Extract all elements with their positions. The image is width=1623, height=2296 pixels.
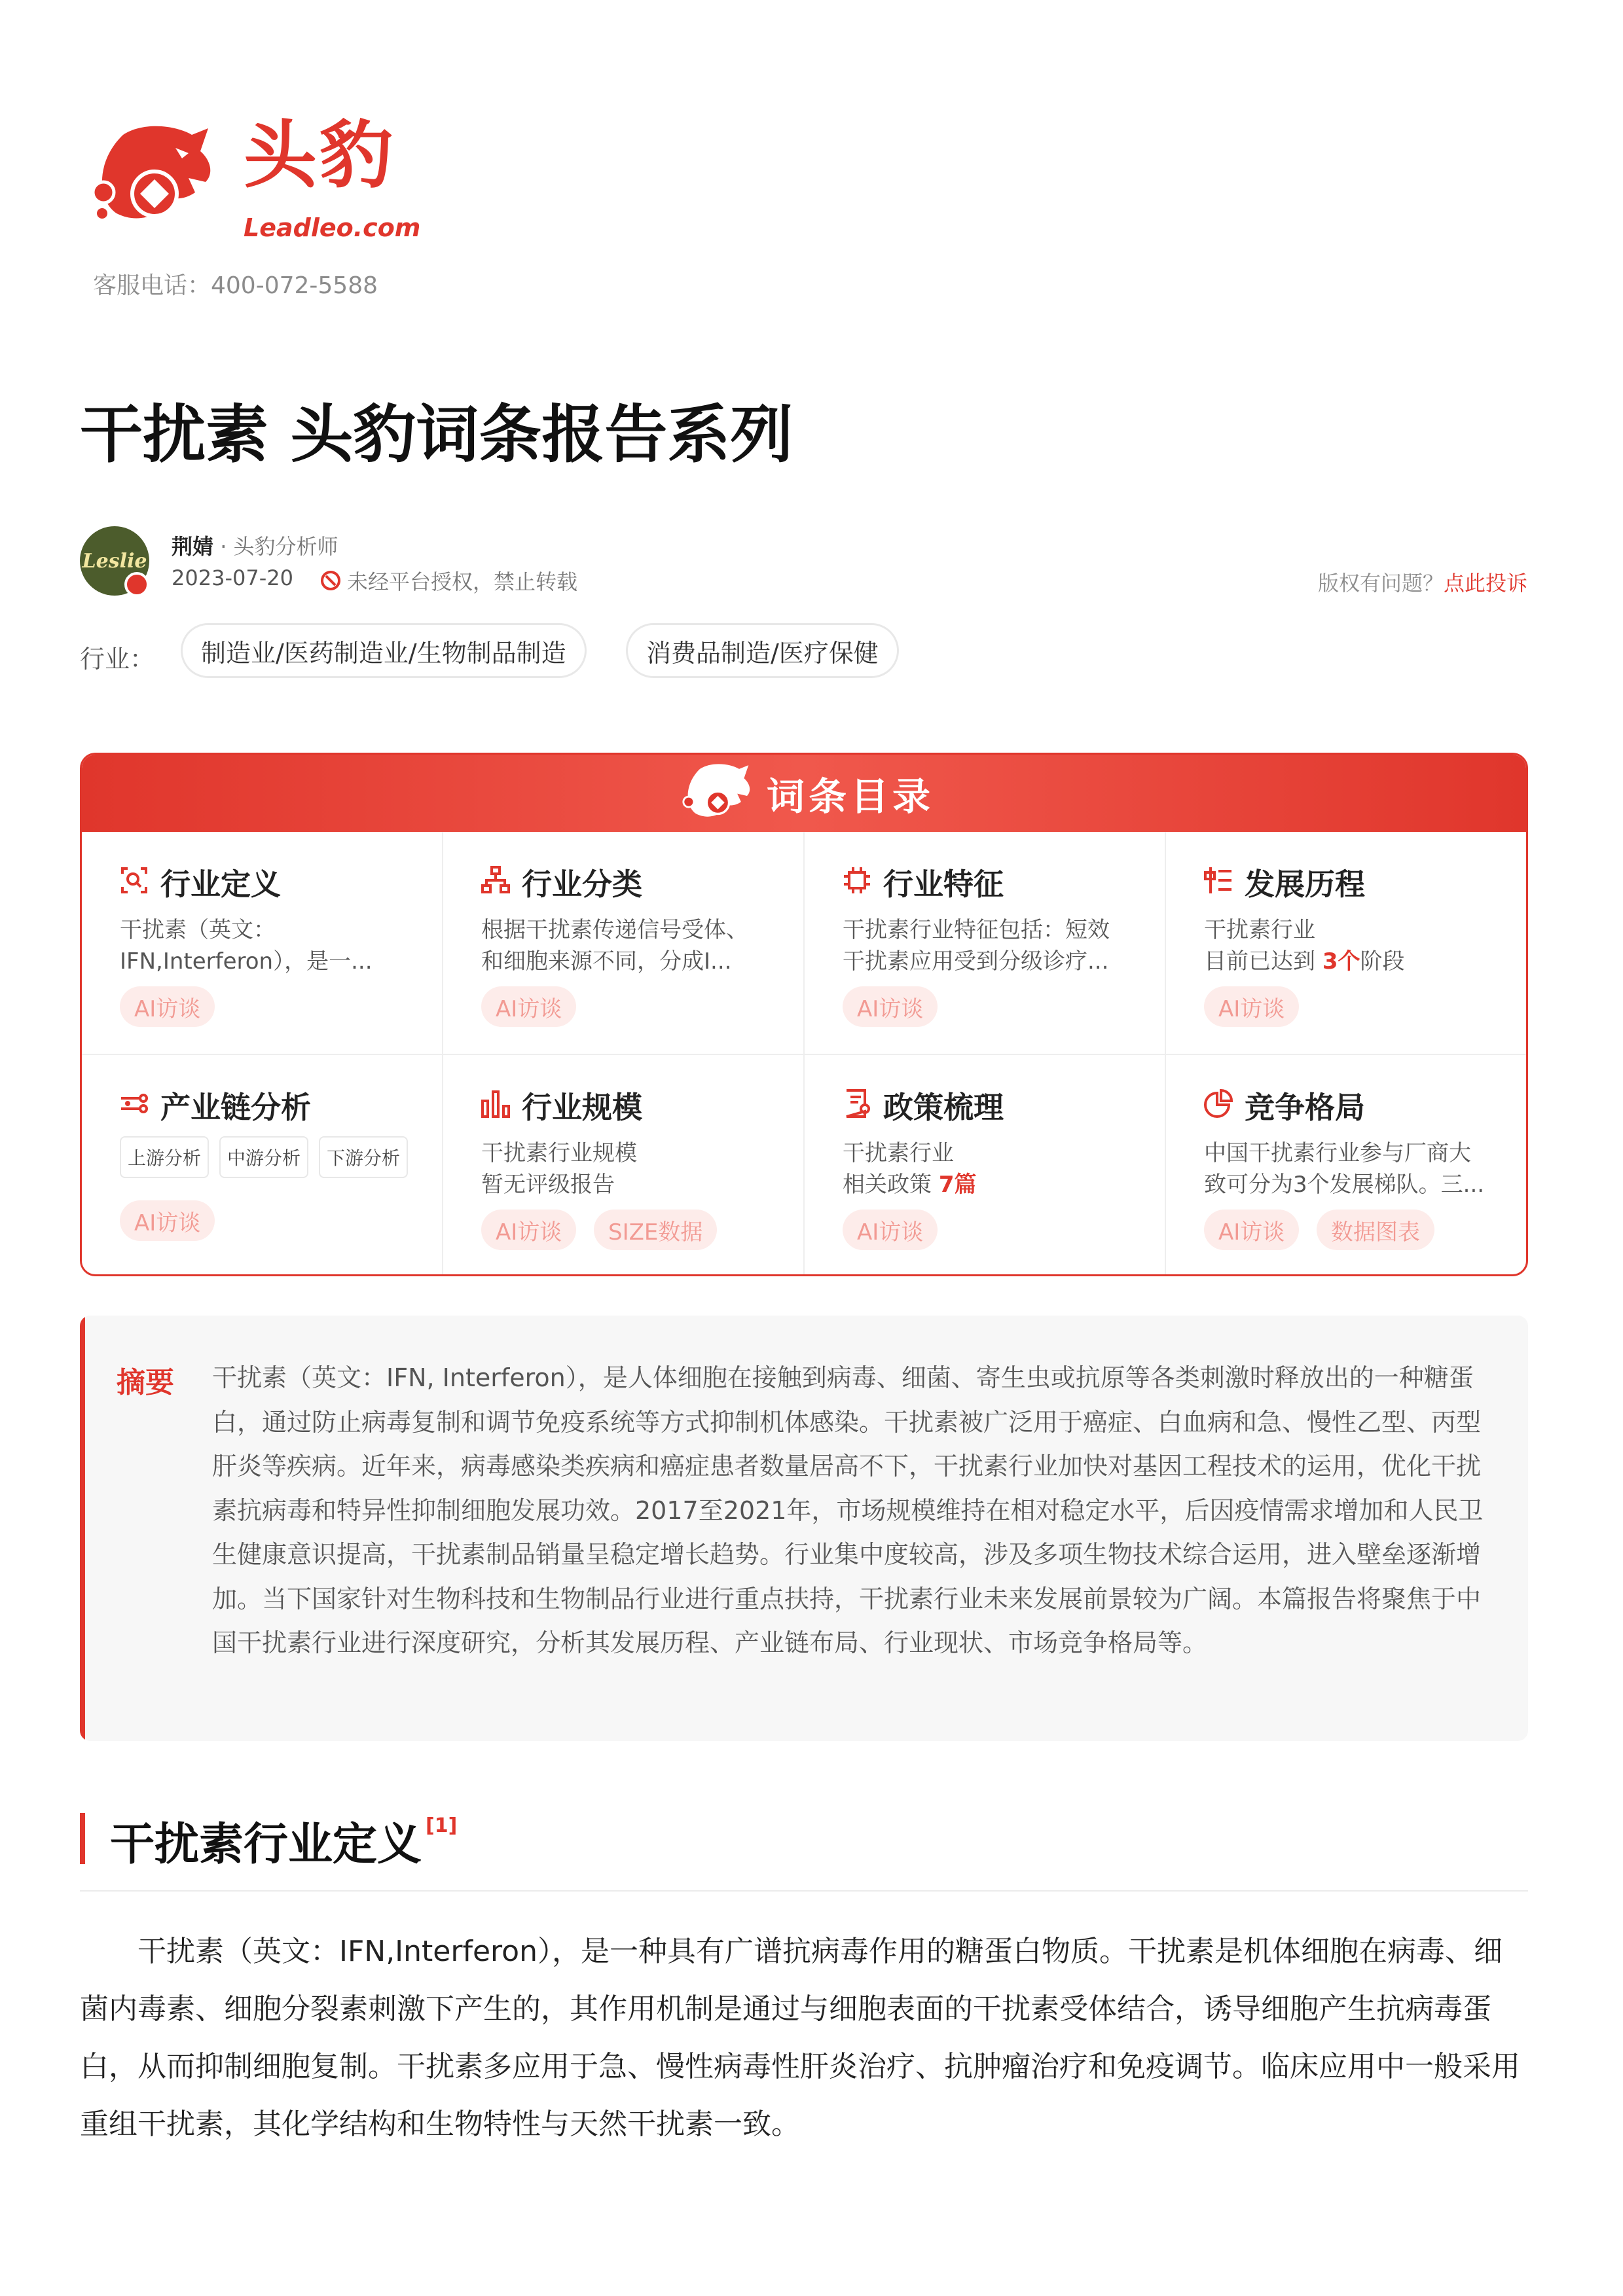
directory-item-title: 行业分类	[522, 867, 642, 902]
reference-link[interactable]: [1]	[426, 1814, 458, 1837]
stage-count: 3个	[1322, 948, 1360, 975]
section-title-text: 干扰素行业定义	[110, 1819, 422, 1871]
directory-item-desc	[1204, 946, 1486, 977]
ai-interview-button[interactable]: AI访谈	[120, 986, 215, 1027]
stage-suffix: 阶段	[1360, 948, 1405, 975]
directory-item-desc: 干扰素行业	[843, 1140, 954, 1166]
ai-interview-button[interactable]: AI访谈	[843, 1210, 938, 1250]
author-line	[172, 530, 338, 560]
industry-tag[interactable]: 消费品制造/医疗保健	[626, 623, 899, 678]
directory-item-classification[interactable]	[443, 832, 805, 1055]
directory-item-desc: 干扰素行业规模	[481, 1140, 637, 1166]
brand-name: 头豹	[244, 113, 395, 198]
abstract-text: 干扰素（英文：IFN, Interferon），是人体细胞在接触到病毒、细菌、寄生虫或抗原等各类刺激时释放出的一种糖蛋白，通过防止病毒复制和调节免疫系统等方式抑制机体感染。干扰素被广泛用于癌症、白血病和急、慢性乙型、丙型肝炎等疾病。近年来，病毒感染类疾病和癌症患者数量居高不下，干扰素行业加快对基因工程技术的运用，优化干扰素抗病毒和特异性抑制细胞发展功效。2017至2021年，市场规模维持在相对稳定水平，后因疫情需求增加和人民卫生健康意识提高，干扰素制品销量呈稳定增长趋势。行业集中度较高，涉及多项生物技术综合运用，进入壁垒逐渐增加。当下国家针对生物科技和生物制品行业进行重点扶持，干扰素行业未来发展前景较为广阔。本篇报告将聚焦于中国干扰素行业进行深度研究，分析其发展历程、产业链布局、行业现状、市场竞争格局等。	[212, 1363, 1484, 1657]
directory-grid	[82, 832, 1526, 1276]
industry-tag[interactable]: 制造业/医药制造业/生物制品制造	[181, 623, 587, 678]
copyright-question: 版权有问题？	[1317, 571, 1444, 596]
abstract-accent-bar	[80, 1316, 85, 1741]
timeline-icon	[1204, 866, 1233, 895]
directory-title: 词条目录	[766, 774, 934, 819]
section-divider	[80, 1890, 1528, 1892]
section-title	[110, 1809, 457, 1873]
directory-item-title: 行业定义	[160, 867, 281, 902]
page-title: 干扰素 头豹词条报告系列	[80, 398, 793, 471]
directory-item-title: 行业规模	[522, 1090, 642, 1125]
hierarchy-icon	[481, 866, 510, 895]
directory-item-desc: 致可分为3个发展梯队。三...	[1204, 1172, 1485, 1198]
directory-item-features[interactable]	[805, 832, 1166, 1055]
ban-icon	[321, 571, 340, 590]
directory-item-competition[interactable]	[1166, 1055, 1527, 1276]
ai-interview-button[interactable]: AI访谈	[843, 986, 938, 1027]
verified-badge-icon	[124, 572, 149, 597]
leopard-logo-icon[interactable]	[77, 122, 215, 233]
directory-item-desc: 干扰素（英文：	[120, 917, 276, 943]
directory-item-chain[interactable]	[82, 1055, 443, 1276]
abstract-box	[80, 1316, 1528, 1741]
directory-item-desc	[843, 1169, 1124, 1200]
section-accent-bar	[80, 1813, 85, 1864]
search-doc-icon	[120, 866, 149, 895]
directory-card	[80, 753, 1528, 1276]
industry-label: 行业：	[80, 645, 155, 673]
data-chart-button[interactable]: 数据图表	[1317, 1210, 1434, 1250]
directory-item-history[interactable]	[1166, 832, 1527, 1055]
directory-item-desc: 根据干扰素传递信号受体、	[481, 917, 748, 943]
brand-domain[interactable]: Leadleo.com	[244, 213, 421, 242]
directory-item-scale[interactable]	[443, 1055, 805, 1276]
directory-item-desc: IFN,Interferon），是一...	[120, 948, 373, 975]
directory-item-desc: 干扰素行业特征包括：短效	[843, 917, 1110, 943]
no-repost-text: 未经平台授权，禁止转载	[347, 569, 578, 594]
abstract-label: 摘要	[117, 1366, 174, 1399]
no-repost-notice	[321, 565, 577, 596]
size-data-button[interactable]: SIZE数据	[594, 1210, 717, 1250]
section-body: 干扰素（英文：IFN,Interferon），是一种具有广谱抗病毒作用的糖蛋白物质。干扰素是机体细胞在病毒、细菌内毒素、细胞分裂素刺激下产生的，其作用机制是通过与细胞表面的干扰素受体结合，诱导细胞产生抗病毒蛋白，从而抑制细胞复制。干扰素多应用于急、慢性病毒性肝炎治疗、抗肿瘤治疗和免疫调节。临床应用中一般采用重组干扰素，其化学结构和生物特性与天然干扰素一致。	[80, 1935, 1520, 2141]
directory-item-desc: 干扰素行业	[1204, 917, 1315, 943]
ai-interview-button[interactable]: AI访谈	[120, 1200, 215, 1241]
author-role: · 头豹分析师	[213, 534, 338, 559]
pie-chart-icon	[1204, 1089, 1233, 1118]
directory-item-title: 产业链分析	[160, 1090, 311, 1125]
chain-icon	[120, 1089, 149, 1118]
directory-item-desc: 和细胞来源不同，分成Ⅰ...	[481, 948, 732, 975]
copyright-notice	[1318, 567, 1527, 597]
midstream-tag[interactable]: 中游分析	[219, 1136, 308, 1178]
chip-icon	[843, 866, 871, 895]
directory-item-title: 发展历程	[1245, 867, 1365, 902]
directory-item-title: 行业特征	[883, 867, 1004, 902]
ai-interview-button[interactable]: AI访谈	[481, 986, 576, 1027]
upstream-tag[interactable]: 上游分析	[120, 1136, 209, 1178]
service-hotline: 客服电话：400-072-5588	[93, 272, 378, 299]
author-name[interactable]: 荆婧	[172, 534, 214, 559]
downstream-tag[interactable]: 下游分析	[319, 1136, 408, 1178]
ai-interview-button[interactable]: AI访谈	[1204, 1210, 1299, 1250]
policy-count: 7篇	[938, 1172, 977, 1198]
policy-doc-icon	[843, 1089, 871, 1118]
directory-item-policy[interactable]	[805, 1055, 1166, 1276]
policy-prefix: 相关政策	[843, 1172, 939, 1198]
report-link[interactable]: 点此投诉	[1443, 571, 1527, 596]
stage-prefix: 目前已达到	[1204, 948, 1322, 975]
bar-chart-icon	[481, 1089, 510, 1118]
directory-header	[82, 755, 1526, 832]
avatar[interactable]: Leslie	[80, 526, 149, 596]
directory-item-title: 竞争格局	[1245, 1090, 1365, 1125]
ai-interview-button[interactable]: AI访谈	[1204, 986, 1299, 1027]
directory-item-desc: 干扰素应用受到分级诊疗...	[843, 948, 1109, 975]
ai-interview-button[interactable]: AI访谈	[481, 1210, 576, 1250]
directory-item-desc: 中国干扰素行业参与厂商大	[1204, 1140, 1471, 1166]
directory-item-title: 政策梳理	[883, 1090, 1004, 1125]
directory-item-definition[interactable]	[82, 832, 443, 1055]
publish-date: 2023-07-20	[172, 565, 293, 590]
leopard-head-icon	[674, 757, 752, 829]
directory-item-desc: 暂无评级报告	[481, 1172, 615, 1198]
